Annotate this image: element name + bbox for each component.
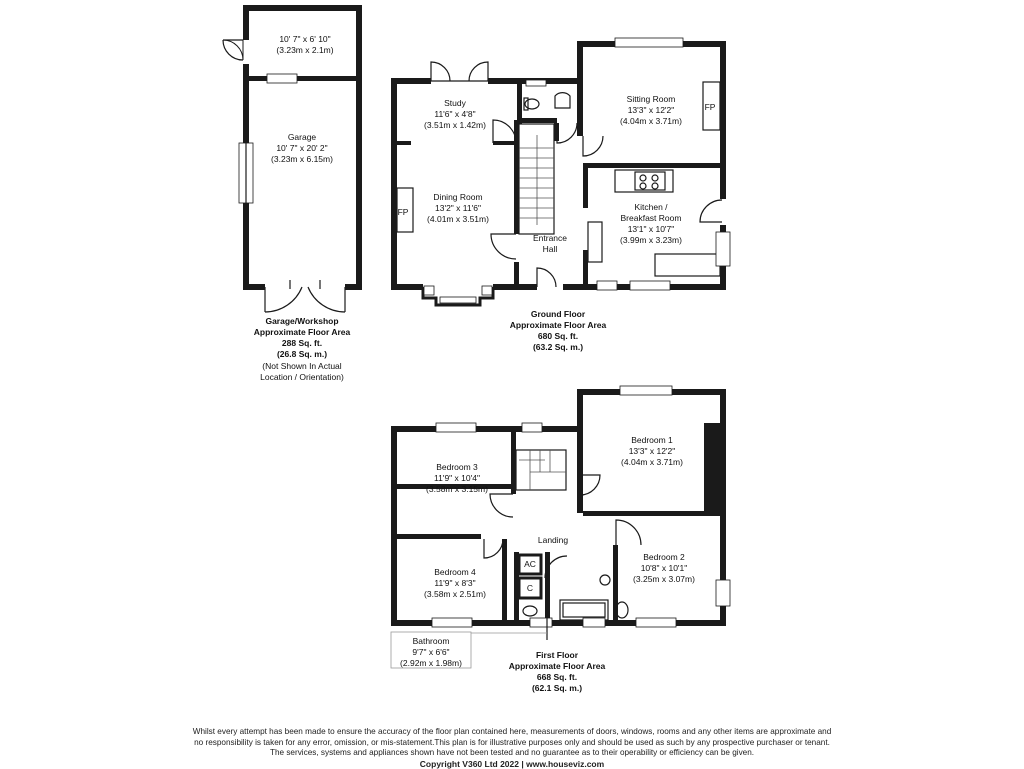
first-floor-area-sqm: (62.1 Sq. m.) bbox=[532, 683, 582, 693]
bathroom-dims-metric: (2.92m x 1.98m) bbox=[400, 658, 462, 668]
dining-room-dims-metric: (4.01m x 3.51m) bbox=[427, 214, 489, 224]
kitchen-dims: 13'1" x 10'7" bbox=[628, 224, 675, 234]
garage-area-title: Garage/Workshop bbox=[265, 316, 338, 326]
ground-floor-area-sqft: 680 Sq. ft. bbox=[538, 331, 578, 341]
entrance-hall-label-line1: Entrance bbox=[533, 233, 567, 243]
first-floor-plan bbox=[391, 386, 730, 693]
sitting-fireplace-label: FP bbox=[705, 102, 716, 112]
garage-note-line2: Location / Orientation) bbox=[260, 372, 344, 382]
garage-note-line1: (Not Shown In Actual bbox=[262, 361, 341, 371]
bathroom-label: Bathroom bbox=[413, 636, 450, 646]
dining-room-label: Dining Room bbox=[433, 192, 482, 202]
garage-store-dims-metric: (3.23m x 2.1m) bbox=[276, 45, 333, 55]
ground-floor-plan bbox=[391, 38, 730, 352]
entrance-hall-label-line2: Hall bbox=[543, 244, 558, 254]
garage-store-dims: 10' 7" x 6' 10" bbox=[279, 34, 330, 44]
garage-dims: 10' 7" x 20' 2" bbox=[276, 143, 327, 153]
bedroom-1-label: Bedroom 1 bbox=[631, 435, 673, 445]
disclaimer-line-3: The services, systems and appliances shown have not been tested and no guarantee as to their operability or efficiency can be given. bbox=[0, 748, 1024, 759]
garage-dims-metric: (3.23m x 6.15m) bbox=[271, 154, 333, 164]
landing-label: Landing bbox=[538, 535, 569, 545]
garage-plan bbox=[223, 5, 362, 382]
kitchen-label-line1: Kitchen / bbox=[634, 202, 668, 212]
garage-label: Garage bbox=[288, 132, 317, 142]
copyright-notice: Copyright V360 Ltd 2022 | www.houseviz.com bbox=[0, 759, 1024, 769]
sitting-room-label: Sitting Room bbox=[627, 94, 676, 104]
bedroom-4-label: Bedroom 4 bbox=[434, 567, 476, 577]
bedroom-4-dims: 11'9" x 8'3" bbox=[434, 578, 475, 588]
bedroom-1-dims-metric: (4.04m x 3.71m) bbox=[621, 457, 683, 467]
bedroom-2-label: Bedroom 2 bbox=[643, 552, 685, 562]
bedroom-3-label: Bedroom 3 bbox=[436, 462, 478, 472]
kitchen-dims-metric: (3.99m x 3.23m) bbox=[620, 235, 682, 245]
disclaimer-line-2: no responsibility is taken for any error, omission, or mis-statement.This plan is for illustrative purposes only and should be used as such by any prospective purchaser or tenant. bbox=[0, 738, 1024, 749]
cupboard-label: C bbox=[527, 583, 533, 593]
ground-floor-area-label: Approximate Floor Area bbox=[510, 320, 607, 330]
bedroom-4-dims-metric: (3.58m x 2.51m) bbox=[424, 589, 486, 599]
garage-area-sqft: 288 Sq. ft. bbox=[282, 338, 322, 348]
bedroom-3-dims: 11'9" x 10'4" bbox=[434, 473, 480, 483]
kitchen-label-line2: Breakfast Room bbox=[621, 213, 682, 223]
first-floor-area-label: Approximate Floor Area bbox=[509, 661, 606, 671]
study-dims: 11'6" x 4'8" bbox=[434, 109, 475, 119]
first-floor-area-sqft: 668 Sq. ft. bbox=[537, 672, 577, 682]
bedroom-3-dims-metric: (3.58m x 3.15m) bbox=[426, 484, 488, 494]
ground-floor-area-sqm: (63.2 Sq. m.) bbox=[533, 342, 583, 352]
sitting-room-dims: 13'3" x 12'2" bbox=[628, 105, 675, 115]
disclaimer-footer bbox=[0, 727, 1024, 769]
bedroom-2-dims-metric: (3.25m x 3.07m) bbox=[633, 574, 695, 584]
bedroom-1-dims: 13'3" x 12'2" bbox=[629, 446, 676, 456]
airing-cupboard-label: AC bbox=[524, 559, 536, 569]
sitting-room-dims-metric: (4.04m x 3.71m) bbox=[620, 116, 682, 126]
garage-area-label: Approximate Floor Area bbox=[254, 327, 351, 337]
dining-fireplace-label: FP bbox=[398, 207, 409, 217]
first-floor-area-title: First Floor bbox=[536, 650, 579, 660]
bedroom-2-dims: 10'8" x 10'1" bbox=[641, 563, 688, 573]
dining-room-dims: 13'2" x 11'6" bbox=[435, 203, 481, 213]
ground-floor-area-title: Ground Floor bbox=[531, 309, 586, 319]
garage-area-sqm: (26.8 Sq. m.) bbox=[277, 349, 327, 359]
disclaimer-line-1: Whilst every attempt has been made to ensure the accuracy of the floor plan contained here, measurements of doors, windows, rooms and any other items are approximate and bbox=[0, 727, 1024, 738]
study-label: Study bbox=[444, 98, 466, 108]
bathroom-dims: 9'7" x 6'6" bbox=[412, 647, 449, 657]
study-dims-metric: (3.51m x 1.42m) bbox=[424, 120, 486, 130]
